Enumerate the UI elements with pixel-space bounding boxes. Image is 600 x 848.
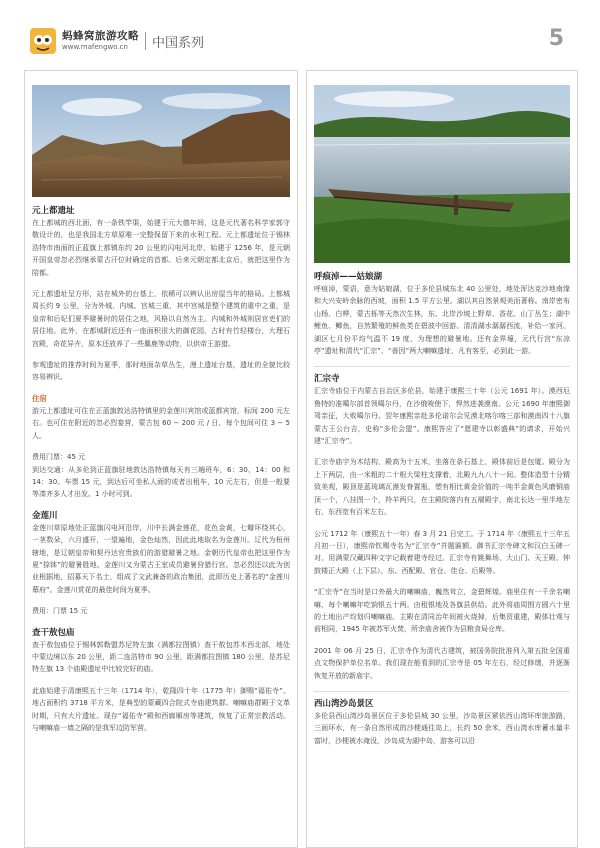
- chagan-title: 查干敖包庙: [32, 627, 75, 638]
- brand-url: www.mafengwo.cn: [62, 43, 128, 51]
- steppe-hills-image: [32, 85, 290, 197]
- yuan-title: 元上都遗址: [32, 206, 75, 216]
- huizong-para-5: 2001 年 06 月 25 日，汇宗寺作为清代古建筑，被国务院批准列入第五批全国重点文物保护单位名单。我们现在能看到的汇宗寺是 05 年左右，经过修缮，并逐渐恢复开放的新庙宇。: [314, 646, 570, 680]
- section-divider: [314, 691, 570, 692]
- yuan-para-2: 元上都遗址呈方形，站在城外的台基上，依稀可以辨认出房屋当年的格局。上都城周长约 9 公里，分为外城、内城、宫城三重，其中宫城是整个建筑的重中之重，是皇帝和后妃们夏季避暑时的居住之地，风格以自然为主。内城和外城则居官吏们的居住地。此外，在都城附近还有一座面积很大的御花园，古时有竹轻楼台，大理石宫殿，奇花异卉，原本还放养了一些麋鹿等动物，以供帝王游猎。: [32, 290, 290, 348]
- huizong-para-4: “汇宗寺”在当时是口外最大的喇嘛庙，巍然耸立，金碧辉煌。庙里住有一千余名喇嘛，每个喇嘛年吃饷银五十两。由租银地及各旗县供给。此外将庙周围方圆六十里的土地出产均划归喇嘛庙。主殿在清同治年间被火烧掉，后集资重建，殿体壮观与前相同，1945 年被苏军火焚，所余庙舍被作为县粮食局仓库。: [314, 588, 570, 634]
- brand-name: 蚂蜂窝旅游攻略: [62, 30, 139, 42]
- huizong-para-1: 汇宗寺庙位于内蒙古自治区多伦县，始建于康熙三十年（公元 1691 年）。漠西厄鲁特的准噶尔部首领噶尔丹，在沙俄唆使下，悍然进袭漠南。公元 1690 年康熙御驾亲征，大败噶尔丹。翌年康熙亲赴多伦诺尔会见漠北喀尔喀三部和漠南四十八旗蒙古王公台吉，史称“多伦会盟”。康熙答应了“愿建寺以彰盛典”的请求，开始兴建“汇宗寺”。: [314, 387, 570, 446]
- chagan-para-1: 查干敖包庙位于锡林郭勒盟苏尼特左旗（满都拉图镇）查干敖包苏木西北部，地处中蒙边境以东 20 公里，距二连浩特市 90 公里，距满都拉图镇 180 公里，是苏尼特左旗 13 个庙殿遗址中比较完好的庙。: [32, 640, 290, 674]
- huizong-title: 汇宗寺: [314, 374, 340, 385]
- mafengwo-logo-icon: [30, 28, 56, 54]
- huizong-para-3: 公元 1712 年（康熙五十一年）春 3 月 21 日完工。于 1714 年（康熙五十三年五月初一日），康熙帝钦赐寺名为“汇宗寺”并题匾额。御书汇宗寺碑文和汉白玉碑一对。用满蒙汉藏四种文字记载着建寺经过。汇宗寺有跳舞场、大山门、天王殿、钟鼓楼正大殿（上下层）、东、西配殿、官仓、佳仓、后殿等。: [314, 529, 570, 575]
- section-divider: [314, 366, 570, 367]
- jinlian-fee: 费用：门票 15 元: [32, 607, 88, 616]
- page-header: [0, 0, 600, 62]
- yuan-traffic: 到达交通：从多伦到正蓝旗驻地敦达浩特镇每天有三趟班车，6：30、14：00 和 14：30。车票 15 元，到达后可坐私人面的或者出租车，10 元左右，但是一般要等凑齐多人才出发。1 小时可到。: [32, 465, 290, 499]
- jinlian-title: 金莲川: [32, 510, 58, 521]
- hu-title: 呼痕淖——姑娘湖: [314, 272, 383, 282]
- xishan-title: 西山湾沙岛景区: [314, 698, 374, 709]
- yuan-para-1: 在上都城的西北面，有一条铁竿渠，始建于元大德年间，这是元代著名科学家郭守敬设计的，也是我国北方草原唯一完整保留下来的水利工程。元上都遗址位于锡林浩特市南面的正蓝旗上都镇东约 20 公里的闪电河北岸，始建于 1256 年，是元朝开国皇帝忽必烈继承蒙古汗位时确定的首都。后来元朝定都北京后，就把这里作为陪都。: [32, 219, 290, 277]
- right-column: [306, 70, 578, 848]
- xishan-para-1: 多伦县西山湾沙岛景区位于多伦县城 30 公里，沙岛景区紧依西山湾环库旅游路，三面环水，有一条自然形成的沙梗通往岛上，长约 50 余米，西山湾水库蓄水量丰富时，沙梗被水淹没，沙岛成为湖中岛，游客可以沿: [314, 711, 570, 745]
- series-title: 中国系列: [152, 36, 205, 51]
- yuan-para-3: 参观遗址的推荐时间为夏季，那时地面杂草丛生，漫上遗址台基，遗址的全貌比较容易辨识。: [32, 361, 290, 382]
- chagan-para-2: 此庙始建于清康熙五十三年（1714 年），乾隆四十年（1775 年）御赐“福佑寺”。地占面积约 3718 平方米，是典型的蒙藏四合院式寺庙建筑群。喇嘛庙群殿于文革时期，只有大片遗址。现存“福佑寺”殿和西廊厢房等建筑，恢复了正常宗教活动。与喇嘛庙一墙之隔的是我军边防军营。: [32, 686, 290, 732]
- jinlian-para-1: 金莲川草原地处正蓝旗闪电河沿岸，川中长满金莲花，花色金黄，七瓣环绕其心，一茎数朵，六月盛开，一望遍地，金色灿然，因此此地取名为金莲川。辽代为桓州辖地，是辽朝皇帝和契丹达官贵族们的游猎避暑之地。金朝历代皇帝也把这里作为夏“捺钵”的避暑胜地。金莲川又为蒙古王室成员避暑狩猎行宫。忽必烈还以此为创业根据地，招募天下名士，组成了文武兼备的政治集团，此即历史上著名的“金莲川幕府”。金莲川赏花的最佳时间为夏季。: [32, 523, 290, 594]
- hu-lake-photo: [314, 85, 570, 263]
- stay-para: 游元上都遗址可住在正蓝旗敦达浩特镇里的金莲川宾馆或蓝都宾馆，标间 200 元左右。也可住在附近的忽必烈宴营，蒙古包 60 − 200 元 / 日，每个包间可住 3 − 5 人。: [32, 406, 290, 440]
- header-divider: [145, 32, 146, 50]
- left-column: [24, 70, 298, 848]
- huizong-para-2: 汇宗寺庙宇为木结构，殿高为十五米，坐落在条石基上，殿体前后是包厦。殿分为上下两层，由一米粗的二十根大梁柱支撑着，北殿九九八十一间。整体造型十分精致美观，殿顶是蓝琉璃瓦漠发脊置瓶，塑有相比黄金价值的一吨半金黄色风磨铜庙顶一个，八挂图一个，羚羊两只，在主殿院落内有五層殿宇，南北长达一里半地左右，东西宽有百米左右。: [314, 458, 570, 517]
- stay-subtitle: 住宿: [32, 393, 47, 403]
- hu-para-1: 呼痕淖，蒙语，意为姑娘湖，位于多伦县城东北 40 公里处，地处浑达克沙地南缘和大兴安岭余脉的西坡，面积 1.5 平方公里。湖以其自然景观美而著称。南岸密布山杨、白桦，蒙古栎等天然次生林，东、北岸沙坡上野草、香花、山丁丛生；湖中鲤鱼、鲫鱼，自然繁殖的鲜鱼类在碧波中回游。清清湖水潺潺西流，补给一家河。湖区七月份平均气温不 19 度，为理想的避暑地。还有金界壕，元代行宫“东凉亭”遗址和清代“汇宗”、“善因”两大喇嘛遗址，凡有客至，必到此一游。: [314, 285, 570, 356]
- page-number: 5: [548, 26, 564, 51]
- yuan-shangdu-photo: [32, 85, 290, 197]
- yuan-fee: 费用门票：45 元: [32, 453, 86, 462]
- lake-boat-image: [314, 85, 570, 263]
